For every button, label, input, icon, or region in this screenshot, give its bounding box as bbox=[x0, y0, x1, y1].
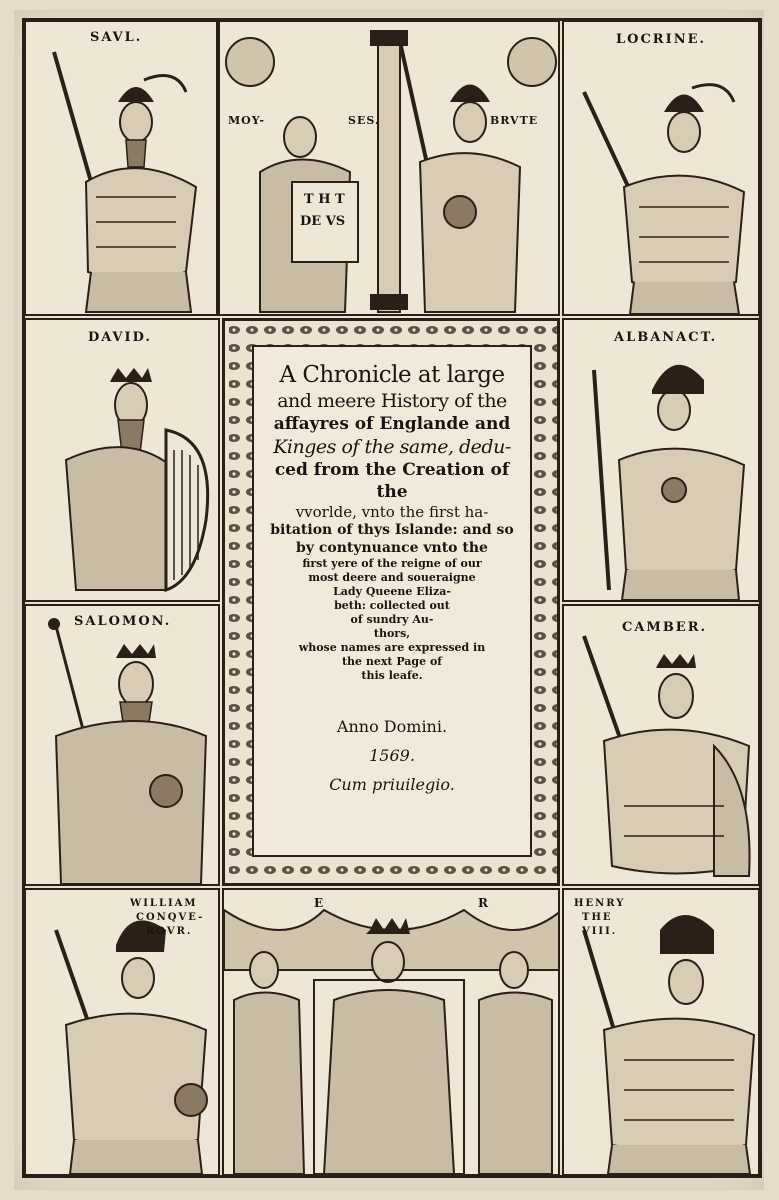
title-line-8: by contynuance vnto the bbox=[296, 540, 488, 556]
panel-william bbox=[24, 888, 220, 1176]
panel-elizabeth bbox=[222, 888, 560, 1176]
title-line-3: affayres of Englande and bbox=[273, 414, 511, 434]
salomon-figure-icon bbox=[26, 606, 220, 886]
imprint-privilege: Cum priuilegio. bbox=[329, 775, 455, 794]
label-moyses-right: SES. bbox=[348, 114, 380, 127]
panel-saul bbox=[24, 20, 218, 316]
title-line-17: this leafe. bbox=[361, 669, 423, 682]
title-line-11: Lady Queene Eliza- bbox=[333, 585, 451, 598]
panel-camber bbox=[562, 604, 760, 886]
panel-henry bbox=[562, 888, 760, 1176]
imprint-year: 1569. bbox=[369, 746, 415, 765]
david-figure-icon bbox=[26, 320, 220, 602]
panel-david bbox=[24, 318, 220, 602]
label-saul: SAVL. bbox=[90, 30, 143, 45]
label-william-3: ROVR. bbox=[146, 926, 193, 937]
tablet-line-1: T H T bbox=[304, 192, 345, 207]
label-henry-2: THE bbox=[582, 912, 613, 923]
label-camber: CAMBER. bbox=[622, 620, 708, 635]
title-line-2: and meere History of the bbox=[277, 390, 507, 412]
title-block bbox=[252, 345, 532, 857]
title-line-12: beth: collected out bbox=[334, 599, 450, 612]
label-elizabeth-r: R bbox=[478, 896, 488, 910]
title-line-9: first yere of the reigne of our bbox=[302, 557, 482, 570]
elizabeth-court-icon bbox=[224, 890, 560, 1176]
title-line-6: vvorlde, vnto the first ha- bbox=[295, 503, 489, 521]
label-brute: BRVTE bbox=[490, 114, 539, 127]
tablet-line-2: DE VS bbox=[300, 214, 346, 229]
label-elizabeth-e: E bbox=[314, 896, 324, 910]
title-line-7: bitation of thys Islande: and so bbox=[270, 522, 514, 538]
panel-locrine bbox=[562, 20, 760, 316]
label-locrine: LOCRINE. bbox=[616, 32, 707, 47]
title-line-13: of sundry Au- bbox=[350, 613, 434, 626]
label-salomon: SALOMON. bbox=[74, 614, 172, 629]
camber-figure-icon bbox=[564, 606, 760, 886]
label-henry-1: HENRY bbox=[574, 898, 626, 909]
label-albanact: ALBANACT. bbox=[614, 330, 718, 345]
title-line-10: most deere and soueraigne bbox=[308, 571, 476, 584]
moses-brute-figures-icon bbox=[220, 22, 560, 316]
title-line-15: whose names are expressed in bbox=[298, 641, 486, 654]
imprint-anno: Anno Domini. bbox=[336, 717, 448, 736]
label-william-2: CONQVE- bbox=[136, 912, 205, 923]
label-henry-3: VIII. bbox=[582, 926, 618, 937]
saul-figure-icon bbox=[26, 22, 218, 316]
label-david: DAVID. bbox=[88, 330, 152, 345]
locrine-figure-icon bbox=[564, 22, 760, 316]
panel-salomon bbox=[24, 604, 220, 886]
title-line-4: Kinges of the same, dedu- bbox=[273, 436, 511, 458]
label-william-1: WILLIAM bbox=[130, 898, 198, 909]
label-moyses-left: MOY- bbox=[228, 114, 266, 127]
albanact-figure-icon bbox=[564, 320, 760, 602]
title-line-1: A Chronicle at large bbox=[279, 362, 505, 388]
title-line-16: the next Page of bbox=[341, 655, 443, 668]
panel-albanact bbox=[562, 318, 760, 602]
panel-moses-brute bbox=[218, 20, 560, 316]
title-line-5: ced from the Creation of the bbox=[274, 460, 510, 502]
title-line-14: thors, bbox=[373, 627, 411, 640]
